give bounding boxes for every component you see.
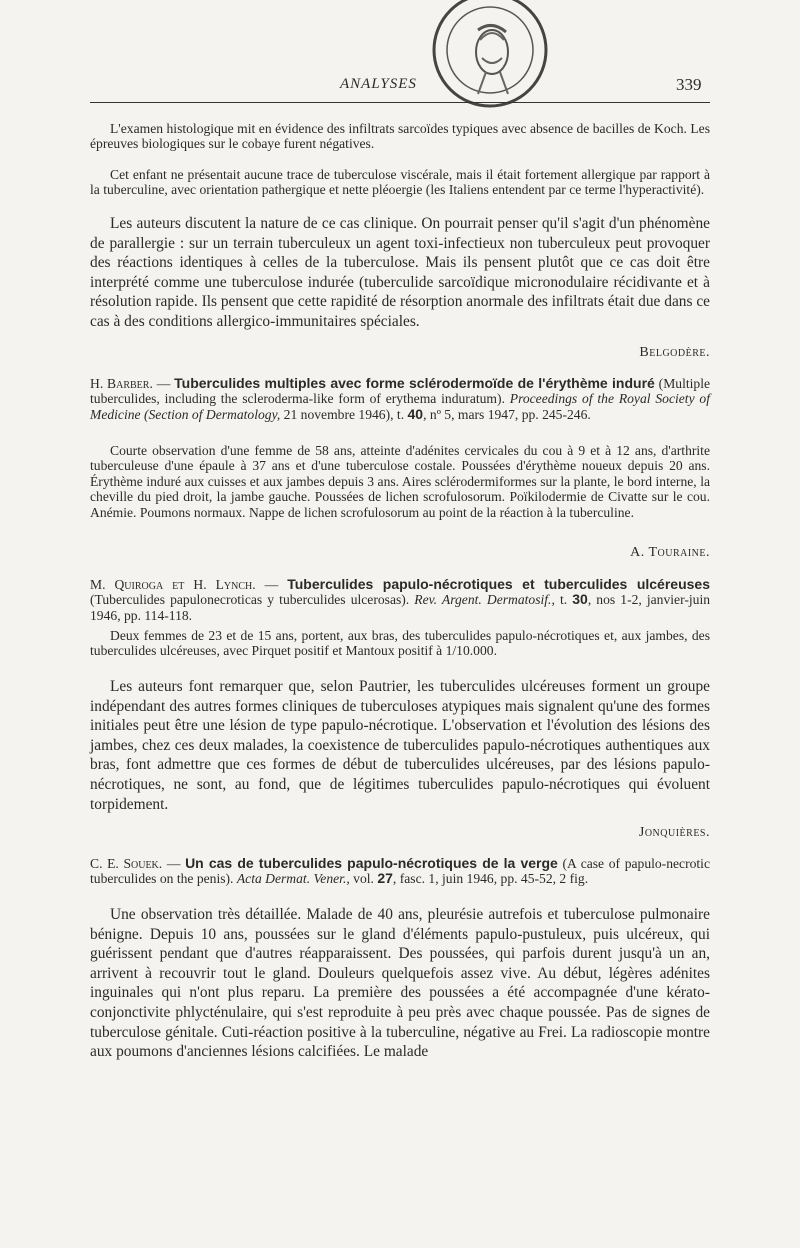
reference-quiroga: M. Quiroga et H. Lynch. — Tuberculides papulo-nécrotiques et tuberculides ulcéreuses (Tuberculides papulonecroticas y tuberculides ulcerosas). Rev. Argent. Dermatosif., t. 30, nos 1-2, janvier-juin 1946, pp. 114-118. [90,576,711,623]
paragraph-text: Les auteurs discutent la nature de ce cas clinique. On pourrait penser qu'il s'agit d'un phénomène de parallergie : sur un terrain tuberculeux un agent toxi-infectieux non tuberculeux peut provoquer des réactions identiques à celles de la tuberculose. Mais ils pensent plutôt que ce cas doit être interprété comme une tuberculose indurée (tuberculide sarcoïdique micronodulaire récidivante et à résolution rapide. Ils pensent que cette rapidité de résorption anormale des infiltrats était due dans ce cas à des conditions allergico-immunitaires spéciales. [90,215,710,330]
paragraph-7 [90,905,710,1062]
ref-translation: (A case of papulo-necrotic tuberculides on the penis). [90,856,710,887]
ref-volume: 40 [407,405,424,422]
signature-jonquieres: Jonquières. [638,825,710,840]
paragraph-text: Une observation très détaillée. Malade de 40 ans, pleurésie autrefois et tuberculose pulmonaire bénigne. Depuis 10 ans, poussées sur le gland d'éléments papulo-pustuleux, puis ulcéreux, qui guérissent pendant que d'autres réapparaissent. Des poussées, qui parfois durent jusqu'à un an, arrivent à recouvrir tout le gland. Douleurs quelquefois assez vive. Au début, légères adénites inguinales qui n'ont plus reparu. La première des poussées a été accompagnée d'une kérato-conjonctivite phlycténulaire, qui s'est reproduite à peu près avec chaque poussée. Pas de signes de tuberculose génitale. Cuti-réaction positive à la tuberculine, négative au Frei. La radioscopie montre aux poumons d'anciennes lésions calcifiées. Le malade [90,906,710,1061]
reference-souek: C. E. Souek. — Un cas de tuberculides papulo-nécrotiques de la verge (A case of papulo-necrotic tuberculides on the penis). Acta Dermat. Vener., vol. 27, fasc. 1, juin 1946, pp. 45-52, 2 fig. [90,855,710,887]
page-number: 339 [676,75,702,94]
signature-touraine: A. Touraine. [630,545,710,560]
ref-translation: (Multiple tuberculides, including the scleroderma-like form of erythema induratum). [90,376,711,407]
paragraph-5 [90,628,710,659]
paragraph-text: Cet enfant ne présentait aucune trace de tuberculose viscérale, mais il était fortement allergique par rapport à la tuberculine, avec orientation pathergique et nette pléoergie (les Italiens entendent par ce terme l'hyperactivité). [90,167,710,198]
paragraph-text: L'examen histologique mit en évidence des infiltrats sarcoïdes typiques avec absence de bacilles de Koch. Les épreuves biologiques sur le cobaye furent négatives. [90,121,710,152]
ref-author: H. Barber. [90,376,153,391]
paragraph-text: Les auteurs font remarquer que, selon Pautrier, les tuberculides ulcéreuses forment un groupe indépendant des autres formes cliniques de tuberculoses atypiques mais signalent qu'une des formes initiales peut être une lésion de type papulo-nécrotique. L'observation et l'évolution des lésions des jambes, chez ces deux malades, la coexistence de tuberculides papulo-nécrotiques authentiques aux bras, font admettre que ces formes de début de tuberculides ulcéreuses, par des lésions papulo-nécrotiques, ne sont, au fond, que de légitimes tuberculides papulo-nécrotiques qui évoluent torpidement. [90,678,710,813]
paragraph-3 [90,214,710,332]
reference-barber: H. Barber. — Tuberculides multiples avec forme sclérodermoïde de l'érythème induré (Multiple tuberculides, including the scleroderma-like form of erythema induratum). Proceedings of the Royal Society of Medicine (Section of Dermatology, 21 novembre 1946), t. 40, nº 5, mars 1947, pp. 245-246. [90,375,711,422]
ref-volume: 27 [377,870,393,887]
paragraph-1 [90,121,710,152]
running-head: ANALYSES [340,76,417,92]
ref-translation: (Tuberculides papulonecroticas y tuberculides ulcerosas). [90,592,410,608]
ref-pages: , nº 5, mars 1947, pp. 245-246. [423,406,591,422]
ref-volume-label: t. [559,592,568,608]
ref-date: 21 novembre 1946), t. [283,406,405,422]
ref-journal: Acta Dermat. Vener., [236,871,350,887]
signature-belgodere: Belgodère. [639,345,710,360]
ref-author: M. Quiroga et H. Lynch. [90,577,256,592]
ref-title: Tuberculides multiples avec forme sclérodermoïde de l'érythème induré [174,375,655,391]
ref-volume: 30 [572,591,588,608]
ref-journal: Proceedings of the Royal Society of Medicine (Section of Dermatology, [90,391,710,422]
ref-pages: , fasc. 1, juin 1946, pp. 45-52, 2 fig. [392,871,589,887]
ref-author: C. E. Souek. [90,856,163,871]
ref-volume-label: vol. [353,871,374,887]
ref-journal: Rev. Argent. Dermatosif., [414,592,555,608]
paragraph-2 [90,167,710,198]
paragraph-4 [90,443,710,520]
paragraph-text: Courte observation d'une femme de 58 ans, atteinte d'adénites cervicales du cou à 9 et à 12 ans, d'arthrite tuberculeuse d'une épaule à 37 ans et d'une tuberculose costale. Poussées d'érythème noueux depuis 20 ans. Érythème induré aux cuisses et aux jambes depuis 3 ans. Aires sclérodermiformes sur la plante, le bord interne, la cheville du pied droit, la jambe gauche. Poussées de lichen scrofulosorum. Poïkilodermie de Civatte sur le cou. Anémie. Poumons normaux. Nappe de lichen scrofulosorum au point de la réaction à la tuberculine. [90,443,710,520]
ref-title: Tuberculides papulo-nécrotiques et tuberculides ulcéreuses [287,576,710,592]
ref-title: Un cas de tuberculides papulo-nécrotiques de la verge [185,855,558,871]
header-rule [90,102,710,103]
ref-pages: , nos 1-2, janvier-juin 1946, pp. 114-118. [90,592,711,623]
paragraph-6 [90,677,710,814]
paragraph-text: Deux femmes de 23 et de 15 ans, portent, aux bras, des tuberculides papulo-nécrotiques et, aux jambes, des tuberculides ulcéreuses, avec Pirquet positif et Mantoux positif à 1/10.000. [90,628,710,659]
